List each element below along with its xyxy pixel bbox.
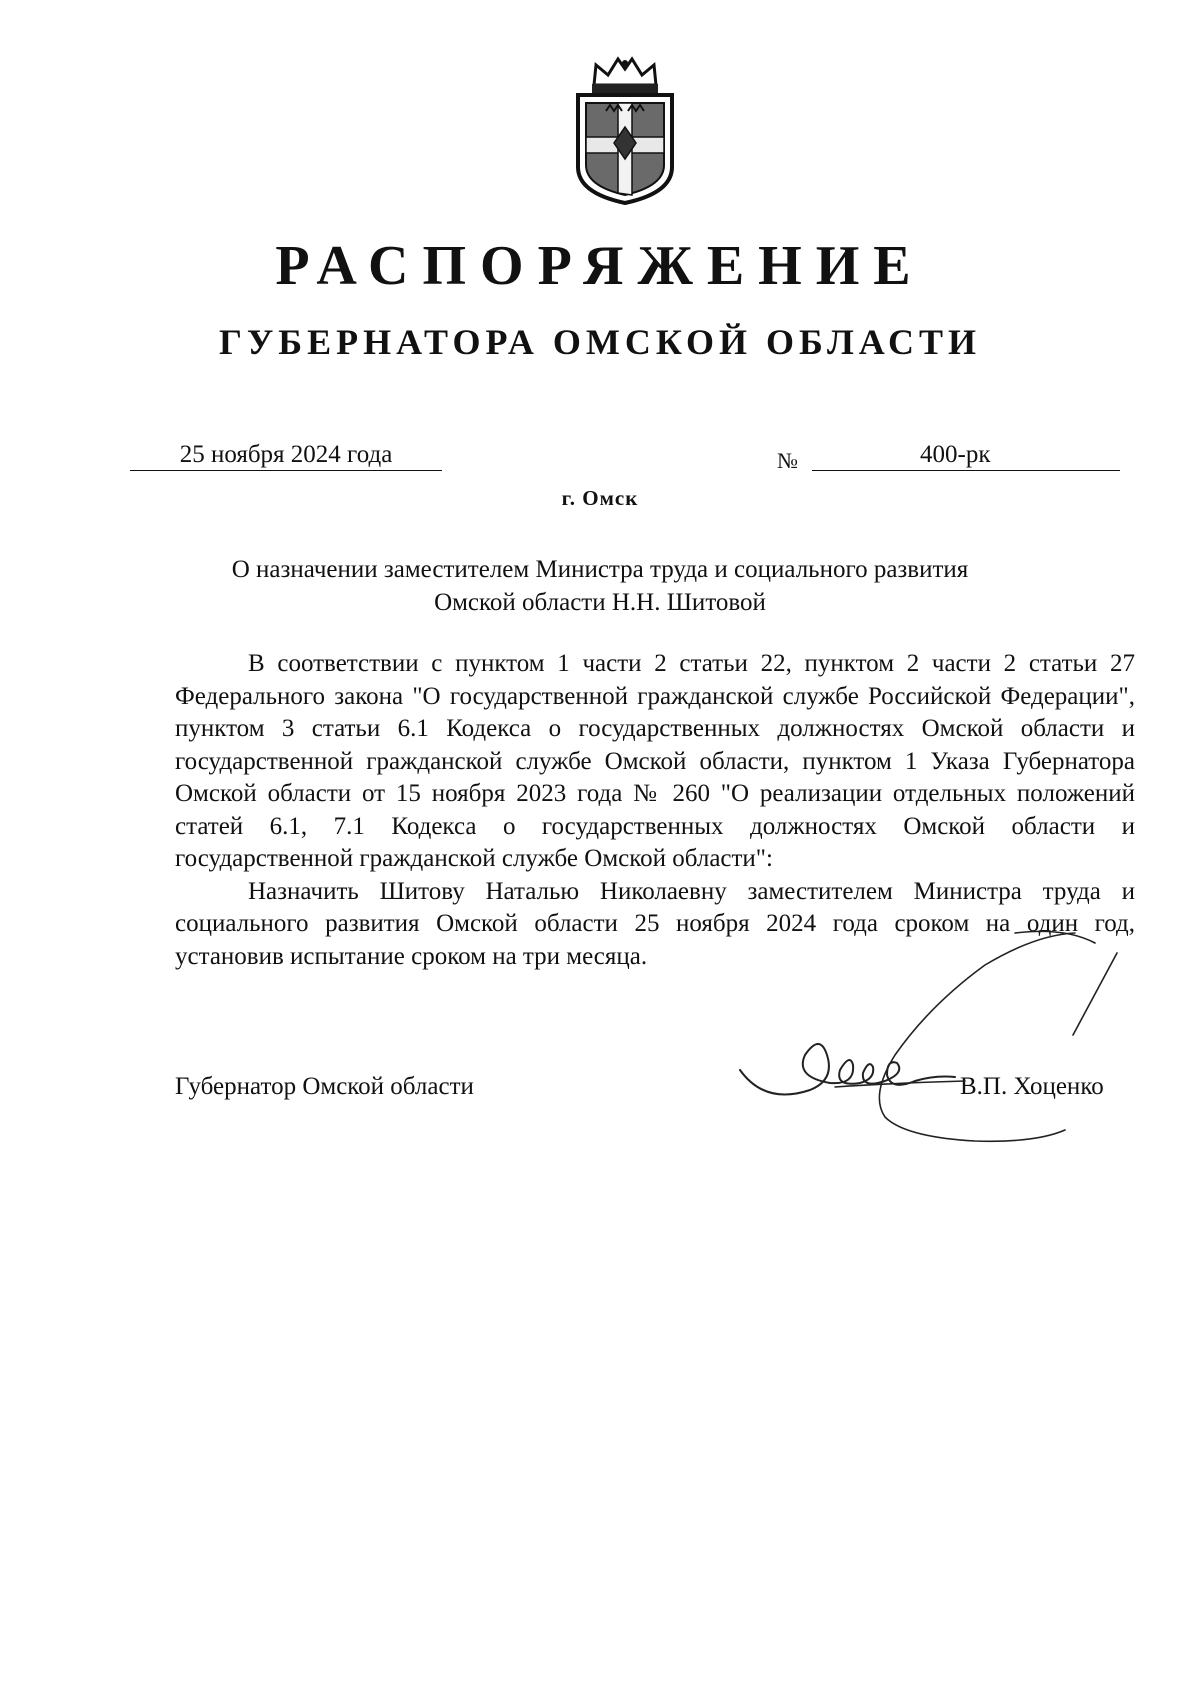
signatory-name: В.П. Хоценко — [960, 1073, 1104, 1100]
document-number: 400-рк — [920, 441, 991, 468]
handwritten-signature-icon — [735, 905, 1185, 1145]
subject-line-2: Омской области Н.Н. Шитовой — [434, 589, 766, 616]
number-sign: № — [777, 448, 798, 473]
document-number-field — [812, 440, 1120, 471]
signatory-position: Губернатор Омской области — [175, 1073, 474, 1100]
body-paragraph-1: В соответствии с пунктом 1 части 2 статьи 22, пунктом 2 части 2 статьи 27 Федерального закона "О государственной гражданской службе Российской Федерации", пунктом 3 статьи 6.1 Кодекса о государственных должностях Омской области и государственной гражданской службе Омской области, пунктом 1 Указа Губернатора Омской области от 15 ноября 2023 года № 260 "О реализации отдельных положений статей 6.1, 7.1 Кодекса о государственных должностях Омской области и государственной гражданской службе Омской области": — [175, 650, 1135, 872]
subject-line-1: О назначении заместителем Министра труда и социального развития — [231, 556, 969, 583]
document-subtitle: ГУБЕРНАТОРА ОМСКОЙ ОБЛАСТИ — [218, 322, 982, 362]
omsk-coat-of-arms-icon — [566, 55, 684, 205]
document-date: 25 ноября 2024 года — [130, 440, 442, 471]
body-paragraph-2: Назначить Шитову Наталью Николаевну заместителем Министра труда и социального развития Омской области 25 ноября 2024 года сроком на один год, установив испытание сроком на три месяца. — [175, 877, 1135, 970]
document-title: РАСПОРЯЖЕНИЕ — [275, 235, 925, 297]
document-city: г. Омск — [561, 486, 639, 510]
document-subject — [200, 553, 1000, 619]
